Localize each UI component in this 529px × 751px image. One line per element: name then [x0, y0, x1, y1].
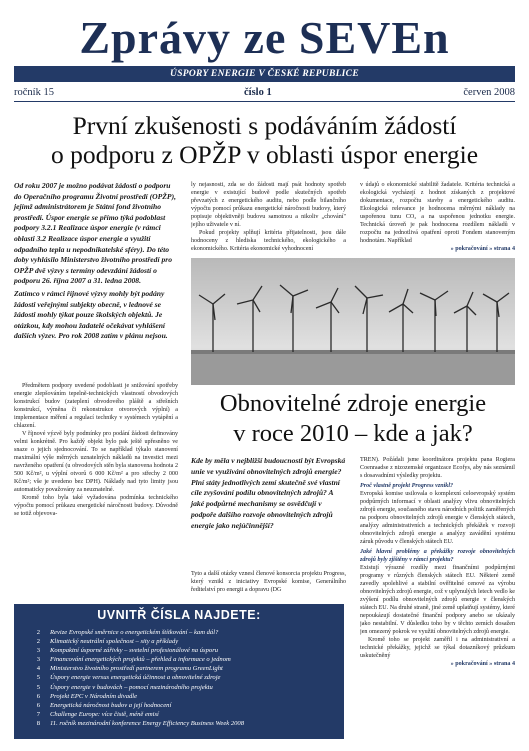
- inside-item-page: 8: [36, 719, 40, 727]
- inside-item[interactable]: [22, 637, 338, 646]
- inside-item-text: Ministerstvo životního prostředí partnerem programu GreenLight: [50, 665, 223, 673]
- inside-item[interactable]: [22, 655, 338, 664]
- inside-item-text: 11. ročník mezinárodní konference Energy Efficiency Business Week 2008: [50, 719, 245, 727]
- inside-item-text: Kompaktní úsporné zářivky – svetelní profesionálové na úsporu: [50, 647, 219, 655]
- article1-col3-p1: v údajů o ekonomické stabilitě žadatele. Kritéria technická a ekologická vycházejí z hodnot získaných z projektové dokumentace, rozpočtu stavby a energetického auditu. Ekologická relevance je hodnocena měrnými náklady na uspořenou tunu CO₂ a na uspořenou jednotku energie. Technická úroveň je pak hodnocena rozdílem nákladů v rozpočtu na jednotlivá opatření oproti Fondem stanoveným hodnotám. Například: [360, 182, 515, 244]
- article1-col2-p2: Pokud projekty splňují kritéria přijatelnosti, jsou dále hodnoceny z hlediska technického, ekologického a ekonomického. Kritéria ekonomické vyhodnocení: [191, 230, 346, 252]
- inside-item-page: 7: [36, 710, 40, 718]
- inside-item-text: Energetická náročnost budov a její hodnocení: [50, 701, 172, 709]
- inside-item-page: 5: [36, 683, 40, 691]
- article2-col3-p1: TREN). Požádali jsme koordinátora projektu pana Rogiera Coenraadse z nizozemské organizace Ecofys, aby nás seznámil s dosavadními výsledky projektu.: [360, 457, 515, 479]
- inside-item[interactable]: [22, 664, 338, 673]
- inside-item[interactable]: [22, 719, 338, 728]
- inside-item[interactable]: [22, 701, 338, 710]
- inside-item[interactable]: [22, 673, 338, 682]
- inside-item-text: Financování energetických projektů – přehled a informace o jednom: [50, 656, 231, 664]
- issue-label: číslo 1: [244, 87, 272, 98]
- inside-item[interactable]: [22, 692, 338, 701]
- article2-col3-heading2: Jaké hlavní problémy a překážky rozvoje obnovitelných zdrojů byly zjištěny v rámci projektu?: [360, 549, 515, 563]
- inside-item-page: 3: [36, 656, 40, 664]
- inside-item-text: Projekt EPC v Národním divadle: [50, 692, 138, 700]
- article2-headline-line1: Obnovitelné zdroje energie: [219, 390, 487, 417]
- article2-col3-p3: Existují výrazné rozdíly mezi finančními podpůrnými programy v různých členských státech EU. Některé země zavedly spolehlivé a stabilní ověřitelné cenové za výrobu obnovitelných zdrojů energie, což v uplynulých letech vedlo ke zvýšení podílu obnovitelných zdrojů energie v členských státech EU. Na druhé straně, jiné země uplatňují systémy, které nepoukázují dostatečné finanční podpory anebo se ukázaly jako nestabilní. V důsledku toho by v těchto zemích dosažen jen omezený pokrok ve využití obnovitelných zdrojů energie.: [360, 565, 515, 635]
- article2-headline-line2: v roce 2010 – kde a jak?: [233, 420, 473, 447]
- article2-continue-link[interactable]: » pokračování » strana 4: [450, 661, 515, 667]
- wind-turbines-image: [191, 258, 515, 385]
- article2-lead: Kde by měla v nejbližší budoucnosti být Evropská unie ve využívání obnovitelných zdrojů energie? Plní státy jednotlivých zemí skutečně své vlastní cíle zvyšování podílu obnovitelných zdrojů? A jaké podpůrné mechanismy se osvědčují v podpoře dalšího rozvoje obnovitelných zdrojů energie jako nejúčinnější?: [191, 456, 346, 530]
- article1-col1-p3: Kromě toho byla také vyžadována podmínka technického výpočtu pomocí průkazu energetické náročnosti budovy. Důvodně se totiž objevova-: [14, 495, 178, 517]
- article1-col3: [360, 181, 515, 257]
- article2-col3-heading1: Proč vlastně projekt Progress vznikl?: [360, 483, 454, 489]
- inside-item-text: Úspory energie versus energetická účinnost a obnovitelné zdroje: [50, 674, 221, 682]
- inside-box-title: UVNITŘ ČÍSLA NAJDETE:: [97, 608, 261, 622]
- article1-col2: [191, 181, 346, 257]
- inside-item-text: Revize Evropské směrnice o energetickém štítkování – kam dál?: [50, 629, 219, 636]
- inside-item-page: 2: [36, 629, 40, 636]
- inside-item-page: 5: [36, 674, 40, 682]
- inside-item-page: 6: [36, 692, 40, 700]
- article2-col3-p2: Evropská komise usilovala o komplexní celoevropský systém podpůrných informací v oblasti analýzy vlivu obnovitelných zdrojů energie, současného stavu národních politik zaměřených na podporu obnovitelných zdrojů energie v členských státech, analýzy administrativních a technických překážek v rozvoji obnovitelných zdrojů energie a analýzy zavádění systému záruk původu v členských státech EU.: [360, 491, 515, 545]
- top-rule: [14, 101, 515, 102]
- inside-item-page: 2: [36, 638, 40, 646]
- inside-item[interactable]: [22, 710, 338, 719]
- windmills-photo: [191, 258, 515, 385]
- article2-col3: [360, 456, 515, 746]
- inside-item-text: Klimatický neutrální společnost – sity a příklady: [50, 638, 179, 646]
- article2-col2: [191, 570, 346, 602]
- inside-item[interactable]: [22, 683, 338, 692]
- article1-col1-p1: Předmětem podpory uvedené podoblasti je snižování spotřeby energie zlepšováním tepelně-technických vlastností obvodových konstrukcí budov (zateplení obvodového pláště a střešních konstrukcí, výměna či rekonstrukce otvorových výplní) a implementace měření a regulací techniky v systémech vytápění a chlazení.: [14, 383, 178, 429]
- article1-col1: [14, 382, 178, 604]
- article2-col3-p4: Kromě toho se projekt zaměřil i na administrativní a technické překážky, jejichž se týkal dotazníkový průzkum uskutečněný: [360, 637, 515, 659]
- inside-item[interactable]: [22, 646, 338, 655]
- article1-lead: [14, 181, 178, 342]
- masthead-subtitle-bar: ÚSPORY ENERGIE V ČESKÉ REPUBLICE: [14, 66, 515, 82]
- inside-item-text: Challenge Europe: více čistě, méně emisí: [50, 710, 159, 718]
- inside-item-page: 3: [36, 647, 40, 655]
- article1-col1-p2: V říjnové výzvě byly podmínky pro podání žádosti definovány velmi konkrétně. Pro každý objekt bylo pak ještě upřesněno ve snaze o jejich sjednocování. To se například týkalo stanovení maximální výše měrných uznatelných nákladů na investici mezi navrženého opatření (u obvodových stěn byla stanovena hodnota 2 500 Kč/m², u výplní otvorů 6 000 Kč/m² a pro střechy 2 000 Kč/m²; vše je uvedeno bez DPH). Náklady nad tyto limity jsou automaticky považovány za neuznatelné.: [14, 431, 178, 493]
- article2-headline: [191, 389, 515, 449]
- inside-item[interactable]: [22, 628, 338, 637]
- article1-lead-p2: Zatímco v rámci říjnové výzvy mohly být podány žádosti veřejnými subjekty obecně, v lednové se žádosti mohly týkat pouze školských objektů. Je otázkou, kdy mohou žadatelé očekávat vyhlášení dalších výzev. Pro rok 2008 zatím v plánu nejsou.: [14, 288, 168, 341]
- article1-continue-link[interactable]: » pokračování » strana 4: [450, 246, 515, 252]
- date-label: červen 2008: [463, 87, 515, 98]
- inside-item-page: 4: [36, 665, 40, 673]
- inside-contents-box: [14, 604, 344, 739]
- article1-headline: [14, 112, 515, 169]
- inside-box-list: [22, 628, 338, 728]
- volume-label: ročník 15: [14, 87, 54, 98]
- inside-item-text: Úspory energie v budovách – pomocí mezinárodního projektu: [50, 683, 213, 691]
- article1-headline-line2: o podporu z OPŽP v oblasti úspor energie: [50, 139, 479, 169]
- inside-item-page: 6: [36, 701, 40, 709]
- article1-lead-p1: Od roku 2007 je možno podávat žádosti o podporu do Operačního programu Životní prostředí (OPŽP), jejímž administrátorem je Státní fond životního prostředí. Úspor energie se přímo týká podoblast podpory 3.2.1 Realizace úspor energie (v rámci oblasti 3.2 Realizace úspor energie a využití odpadního tepla u nepodnikatelské sféry). Do této doby vyhlásilo Ministerstvo životního prostředí pro OPŽP dvě výzvy s termíny odevzdání žádostí o podporu 26. října 2007 a 31. ledna 2008.: [14, 181, 177, 286]
- article1-col2-p1: ly nejasnosti, zda se do žádosti mají psát hodnoty spotřeb energie v existující budově podle skutečných spotřeb převzatých z energetického auditu, nebo podle bilančního výpočtu pomocí průkazu energetické náročnosti budovy, který popisuje objektivněji budovu samotnou a nikoliv „chování" jejího uživatele v ní.: [191, 182, 346, 228]
- masthead-title: Zprávy ze SEVEn: [79, 12, 450, 63]
- article1-headline-line1: První zkušenosti s podáváním žádostí: [72, 111, 457, 140]
- article2-col2-p1: Tyto a další otázky vznesl členové konsorcia projektu Progress, který vznikl z iniciativy Evropské komise, Generálního ředitelství pro energii a dopravu (DG: [191, 571, 346, 593]
